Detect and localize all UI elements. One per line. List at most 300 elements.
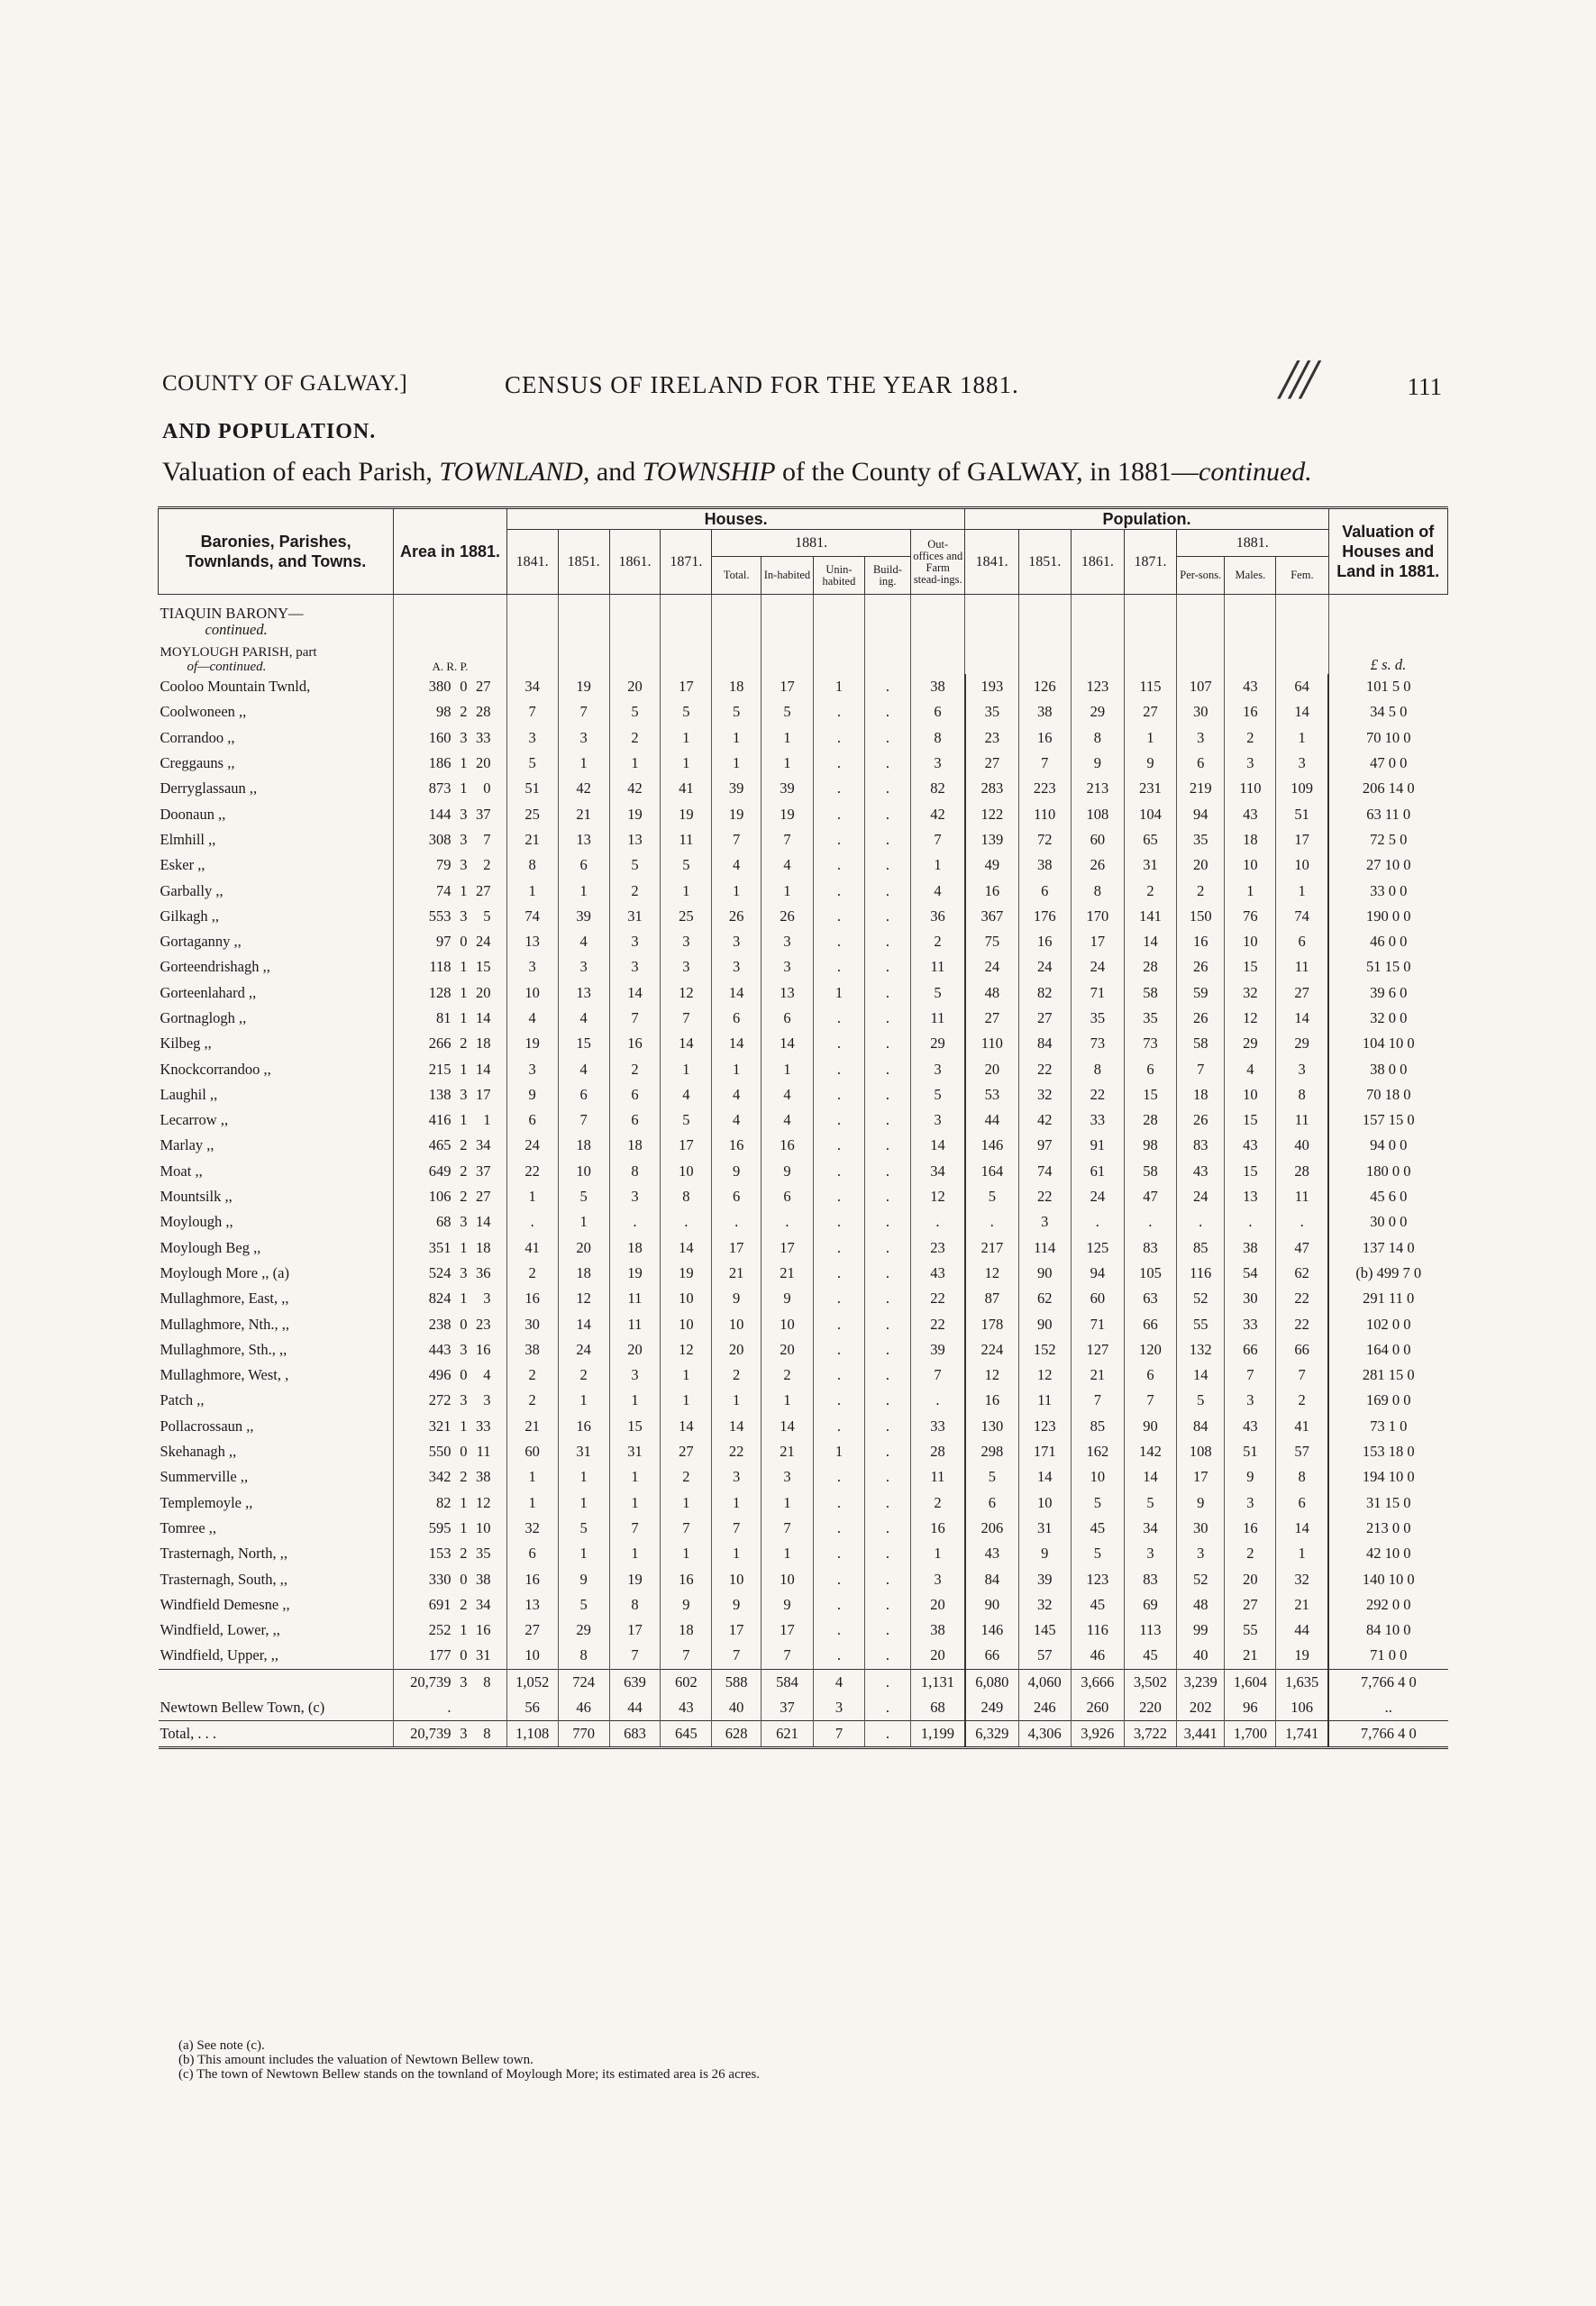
area-p: 1 [483,1111,491,1129]
cell-p61: 60 [1071,1286,1124,1311]
table-row [159,1337,1448,1363]
cell-p41: 53 [965,1082,1018,1107]
cell-h71: . [661,1209,712,1235]
cell-tot: 4 [712,1107,762,1133]
cell-inh: 621 [761,1721,813,1748]
cell-f: 21 [1276,1592,1328,1618]
cell-h71: 19 [661,1261,712,1286]
cell-p71: 3,722 [1124,1721,1176,1748]
cell-bld: . [864,1695,910,1721]
row-name: Lecarrow ,, [160,1111,229,1129]
cell-h61: 14 [609,980,661,1006]
cell-un: . [813,1490,864,1516]
cell-tot: 18 [712,674,762,699]
cell-per: 132 [1177,1337,1225,1363]
row-name: Cooloo Mountain Twnld, [160,678,311,696]
cell-f: 47 [1276,1235,1328,1261]
cell-val: 104 10 0 [1328,1031,1448,1056]
cell-h71: 16 [661,1566,712,1591]
cell-out: 3 [910,1566,964,1591]
area-a: 595 [428,1518,451,1536]
cell-p71: 115 [1124,674,1176,699]
cell-p71: 31 [1124,852,1176,878]
col-females: Fem. [1276,557,1328,595]
cell-m: 21 [1225,1643,1276,1669]
table-row [159,1159,1448,1184]
cell-p41: 217 [965,1235,1018,1261]
cell-per: 108 [1177,1439,1225,1464]
cell-un: . [813,1388,864,1413]
col-houses-1861: 1861. [609,530,661,595]
area-r: 0 [460,1646,468,1664]
area-a: 82 [436,1493,451,1511]
area-cell [394,751,506,776]
cell-h51: 4 [558,1056,609,1081]
area-a: 160 [428,728,451,746]
cell-p41: . [965,1209,1018,1235]
cell-h71: 17 [661,1133,712,1158]
cell-val: 140 10 0 [1328,1566,1448,1591]
area-r: 1 [460,1238,468,1256]
town-row [159,1695,1448,1721]
cell-p51: 10 [1018,1490,1071,1516]
cell-p61: 85 [1071,1414,1124,1439]
cell-inh: 3 [761,954,813,980]
col-outoffices: Out-offices and Farm stead-ings. [910,530,964,595]
cell-p41: 44 [965,1107,1018,1133]
cell-p61: 24 [1071,1184,1124,1209]
cell-p51: 39 [1018,1566,1071,1591]
cell-tot: 21 [712,1261,762,1286]
area-r: 1 [460,983,468,1001]
cell-per: 219 [1177,776,1225,801]
cell-h41: 1 [506,1184,558,1209]
cell-h51: 1 [558,1209,609,1235]
cell-val: 291 11 0 [1328,1286,1448,1311]
area-r: 1 [460,1290,468,1308]
cell-p51: 126 [1018,674,1071,699]
area-r: 3 [460,1085,468,1103]
cell-out: 11 [910,1464,964,1490]
footnotes [178,2038,760,2082]
cell-out: 33 [910,1414,964,1439]
cell-m: 66 [1225,1337,1276,1363]
cell-inh: 13 [761,980,813,1006]
cell-tot: 3 [712,1464,762,1490]
area-cell [394,1669,506,1695]
cell-un: 1 [813,674,864,699]
cell-f: 109 [1276,776,1328,801]
cell-p71: 104 [1124,801,1176,826]
cell-un: . [813,1414,864,1439]
row-name: Gorteenlahard ,, [160,983,257,1001]
cell-un: . [813,929,864,954]
cell-out: 22 [910,1286,964,1311]
cell-p41: 130 [965,1414,1018,1439]
cell-un: . [813,1133,864,1158]
cell-bld: . [864,1209,910,1235]
cell-tot: 4 [712,852,762,878]
row-name: Laughil ,, [160,1085,218,1103]
cell-p61: 3,926 [1071,1721,1124,1748]
cell-h41: 6 [506,1541,558,1566]
area-p: 28 [476,703,491,721]
title-lead: Valuation of each Parish, [162,457,433,487]
cell-p61: . [1071,1209,1124,1235]
cell-h51: 1 [558,1490,609,1516]
area-p: 12 [476,1493,491,1511]
cell-un: . [813,1184,864,1209]
cell-p61: 71 [1071,1311,1124,1336]
table-row [159,1490,1448,1516]
cell-p61: 46 [1071,1643,1124,1669]
cell-h61: 5 [609,699,661,725]
cell-val: 39 6 0 [1328,980,1448,1006]
handwritten-mark: /// [1280,347,1312,411]
area-p: 5 [483,907,491,925]
table-body [159,595,1448,1748]
row-name: Derryglassaun ,, [160,779,258,798]
table-row [159,1541,1448,1566]
cell-out: 8 [910,725,964,751]
cell-p71: 6 [1124,1056,1176,1081]
cell-inh: 21 [761,1439,813,1464]
area-cell [394,1261,506,1286]
area-r: 3 [460,1391,468,1409]
col-pop-1841: 1841. [965,530,1018,595]
cell-h41: 30 [506,1311,558,1336]
cell-h41: 1 [506,878,558,903]
cell-inh: 6 [761,1006,813,1031]
cell-out: 23 [910,1235,964,1261]
cell-p41: 249 [965,1695,1018,1721]
row-name: Mullaghmore, Nth., ,, [160,1315,289,1333]
cell-f: 1,741 [1276,1721,1328,1748]
table-row [159,1031,1448,1056]
cell-p51: 22 [1018,1184,1071,1209]
cell-h51: 5 [558,1516,609,1541]
cell-p51: 152 [1018,1337,1071,1363]
cell-p71: 65 [1124,827,1176,852]
area-r: 1 [460,1417,468,1435]
cell-out: 6 [910,699,964,725]
cell-un: . [813,1516,864,1541]
area-cell [394,980,506,1006]
cell-p41: 16 [965,1388,1018,1413]
area-r: 2 [460,1595,468,1613]
cell-val: 70 10 0 [1328,725,1448,751]
cell-f: 74 [1276,904,1328,929]
cell-tot: 628 [712,1721,762,1748]
cell-m: 12 [1225,1006,1276,1031]
cell-tot: 22 [712,1439,762,1464]
row-name: Gilkagh ,, [160,907,220,925]
table-row [159,751,1448,776]
cell-out: 1 [910,1541,964,1566]
cell-h61: 3 [609,929,661,954]
cell-h41: 6 [506,1107,558,1133]
cell-f: 8 [1276,1464,1328,1490]
area-p: 34 [476,1595,491,1613]
cell-h71: 602 [661,1669,712,1695]
area-cell [394,1388,506,1413]
cell-p71: 83 [1124,1566,1176,1591]
cell-inh: 39 [761,776,813,801]
cell-m: 54 [1225,1261,1276,1286]
area-a: 144 [428,805,451,823]
area-r: 2 [460,1162,468,1180]
area-p: 20 [476,983,491,1001]
cell-h41: 16 [506,1286,558,1311]
cell-inh: 1 [761,1490,813,1516]
cell-h41: . [506,1209,558,1235]
cell-p71: 98 [1124,1133,1176,1158]
cell-bld: . [864,1056,910,1081]
cell-tot: 17 [712,1618,762,1643]
area-cell [394,1107,506,1133]
cell-tot: 6 [712,1184,762,1209]
area-cell [394,878,506,903]
cell-p71: 6 [1124,1363,1176,1388]
cell-p41: 16 [965,878,1018,903]
cell-p71: 28 [1124,1107,1176,1133]
cell-m: 2 [1225,1541,1276,1566]
cell-h51: 7 [558,1107,609,1133]
cell-h41: 19 [506,1031,558,1056]
cell-h41: 21 [506,827,558,852]
cell-h51: 24 [558,1337,609,1363]
cell-f: 32 [1276,1566,1328,1591]
cell-h71: 1 [661,1541,712,1566]
area-p: 8 [483,1725,491,1743]
area-r: 1 [460,1060,468,1078]
area-r: 2 [460,703,468,721]
cell-p51: 32 [1018,1082,1071,1107]
area-a: 524 [428,1263,451,1281]
cell-h41: 25 [506,801,558,826]
cell-tot: 6 [712,1006,762,1031]
cell-h51: 12 [558,1286,609,1311]
row-name: Windfield, Lower, ,, [160,1621,280,1639]
area-units: A. R. P. [394,638,506,674]
cell-h41: 3 [506,725,558,751]
barony-name: TIAQUIN BARONY— [160,605,304,622]
cell-p71: 83 [1124,1235,1176,1261]
cell-tot: 1 [712,725,762,751]
cell-h71: 41 [661,776,712,801]
cell-h61: 42 [609,776,661,801]
cell-p41: 90 [965,1592,1018,1618]
area-a: 138 [428,1085,451,1103]
cell-per: 116 [1177,1261,1225,1286]
row-name: Elmhill ,, [160,830,216,848]
area-r: 3 [460,856,468,874]
cell-val: 47 0 0 [1328,751,1448,776]
row-name: Trasternagh, North, ,, [160,1545,287,1563]
cell-inh: 6 [761,1184,813,1209]
cell-un: . [813,1082,864,1107]
cell-un: . [813,904,864,929]
cell-p51: 97 [1018,1133,1071,1158]
area-r: 2 [460,1136,468,1154]
area-cell [394,929,506,954]
cell-out: 38 [910,674,964,699]
cell-f: 41 [1276,1414,1328,1439]
cell-f: 62 [1276,1261,1328,1286]
cell-f: 11 [1276,1184,1328,1209]
area-cell [394,1643,506,1669]
table-row [159,1006,1448,1031]
cell-out: 82 [910,776,964,801]
cell-bld: . [864,1439,910,1464]
cell-val: 190 0 0 [1328,904,1448,929]
col-valuation: Valuation of Houses and Land in 1881. [1328,508,1448,595]
cell-h51: 20 [558,1235,609,1261]
cell-h41: 24 [506,1133,558,1158]
cell-val: 281 15 0 [1328,1363,1448,1388]
cell-tot: 9 [712,1286,762,1311]
cell-tot: 17 [712,1235,762,1261]
cell-un: . [813,827,864,852]
cell-val: 42 10 0 [1328,1541,1448,1566]
cell-un: . [813,776,864,801]
cell-bld: . [864,1541,910,1566]
cell-p61: 125 [1071,1235,1124,1261]
area-a: 252 [428,1621,451,1639]
table-row [159,1286,1448,1311]
cell-p71: 45 [1124,1643,1176,1669]
area-cell [394,1592,506,1618]
row-name: Creggauns ,, [160,754,235,772]
cell-p61: 213 [1071,776,1124,801]
col-houses: Houses. [506,508,965,530]
cell-h51: 3 [558,954,609,980]
area-p: 18 [476,1238,491,1256]
cell-val: 180 0 0 [1328,1159,1448,1184]
cell-out: 43 [910,1261,964,1286]
table-row [159,1643,1448,1669]
area-p: 3 [483,1290,491,1308]
cell-p71: 90 [1124,1414,1176,1439]
area-p: 17 [476,1085,491,1103]
cell-h71: 7 [661,1516,712,1541]
cell-per: 52 [1177,1566,1225,1591]
page-title [162,457,1312,488]
cell-m: 3 [1225,1388,1276,1413]
cell-un: . [813,801,864,826]
table-row [159,1618,1448,1643]
cell-un: . [813,852,864,878]
area-a: 238 [428,1315,451,1333]
county-label: COUNTY OF GALWAY.] [162,371,408,396]
area-a: 177 [428,1646,451,1664]
row-name: Skehanagh ,, [160,1443,237,1461]
cell-out: 3 [910,1107,964,1133]
cell-f: 14 [1276,1006,1328,1031]
cell-h41: 51 [506,776,558,801]
row-name: Doonaun ,, [160,805,226,823]
cell-un: . [813,1235,864,1261]
row-name: Gortaganny ,, [160,933,242,951]
cell-h41: 27 [506,1618,558,1643]
cell-tot: 7 [712,827,762,852]
cell-h71: 3 [661,954,712,980]
area-a: 351 [428,1238,451,1256]
area-a: 106 [428,1188,451,1206]
cell-f: 14 [1276,699,1328,725]
cell-h71: 645 [661,1721,712,1748]
cell-m: 38 [1225,1235,1276,1261]
title-tail: of the County of GALWAY, in 1881— [782,457,1199,487]
cell-h61: 1 [609,1541,661,1566]
cell-out: 12 [910,1184,964,1209]
cell-bld: . [864,878,910,903]
cell-un: . [813,1107,864,1133]
cell-h71: 9 [661,1592,712,1618]
cell-h51: 16 [558,1414,609,1439]
table-row [159,1056,1448,1081]
col-houses-1871: 1871. [661,530,712,595]
cell-un: 4 [813,1669,864,1695]
cell-bld: . [864,1721,910,1748]
cell-m: 32 [1225,980,1276,1006]
cell-p71: 142 [1124,1439,1176,1464]
table-row [159,954,1448,980]
area-cell [394,1363,506,1388]
cell-m: 76 [1225,904,1276,929]
cell-h61: 19 [609,1261,661,1286]
area-a: 97 [436,933,451,951]
row-name: Moylough Beg ,, [160,1238,261,1256]
row-name: Windfield Demesne ,, [160,1595,290,1613]
table-row [159,1464,1448,1490]
cell-p61: 45 [1071,1516,1124,1541]
cell-f: 28 [1276,1159,1328,1184]
row-name: Mullaghmore, East, ,, [160,1290,289,1308]
cell-inh: 1 [761,1541,813,1566]
area-cell [394,1286,506,1311]
cell-m: 1,700 [1225,1721,1276,1748]
cell-f: 22 [1276,1286,1328,1311]
cell-p71: 5 [1124,1490,1176,1516]
cell-inh: 1 [761,751,813,776]
cell-p61: 162 [1071,1439,1124,1464]
section-parish-row [159,638,1448,674]
cell-tot: 588 [712,1669,762,1695]
cell-h61: 18 [609,1133,661,1158]
cell-h41: 60 [506,1439,558,1464]
cell-tot: 7 [712,1643,762,1669]
cell-per: 2 [1177,878,1225,903]
cell-p61: 17 [1071,929,1124,954]
table-row [159,1184,1448,1209]
cell-h51: 13 [558,827,609,852]
area-r: 1 [460,958,468,976]
cell-h71: 5 [661,1107,712,1133]
cell-m: 16 [1225,699,1276,725]
area-a: 550 [428,1443,451,1461]
row-name: Summerville ,, [160,1468,249,1486]
cell-p51: 171 [1018,1439,1071,1464]
cell-out: 5 [910,1082,964,1107]
cell-inh: 17 [761,1235,813,1261]
cell-inh: 20 [761,1337,813,1363]
cell-bld: . [864,699,910,725]
cell-val: 30 0 0 [1328,1209,1448,1235]
cell-val: 72 5 0 [1328,827,1448,852]
cell-p51: 16 [1018,929,1071,954]
area-a: 691 [428,1595,451,1613]
